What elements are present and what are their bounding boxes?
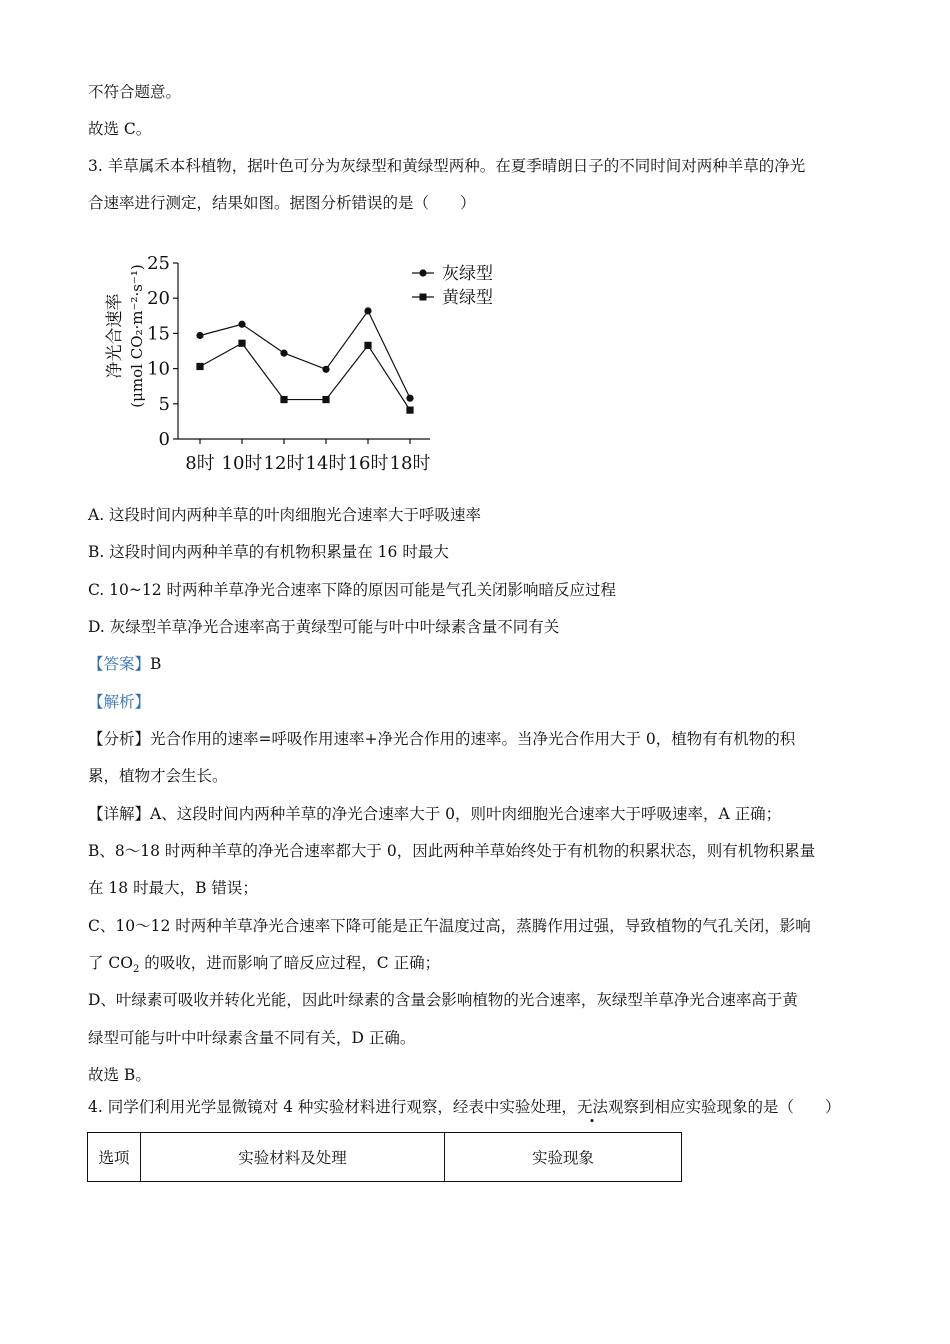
net-photosynthesis-chart [100,250,493,480]
data-point [322,396,329,403]
x-tick-label: 16时 [347,453,389,474]
data-point [196,332,203,339]
y-axis-label-main: 净光合速率 [105,293,125,379]
data-point [280,350,287,357]
data-point [364,307,371,314]
y-ticks [147,253,178,450]
q3-stem-line1: 3. 羊草属禾本科植物，据叶色可分为灰绿型和黄绿型两种。在夏季晴朗日子的不同时间对两种羊草的净光 [88,157,806,175]
detail-line7: 绿型可能与叶中叶绿素含量不同有关，D 正确。 [88,1029,416,1047]
detail-text5a: 了 CO [88,954,133,972]
detail-line4: C、10～12 时两种羊草净光合速率下降可能是正午温度过高，蒸腾作用过强，导致植物的气孔关闭，影响 [88,917,811,935]
legend-square-marker [420,294,427,301]
fenxi-line1 [88,729,795,749]
x-tick-label: 12时 [263,453,305,474]
q3-option-b: B. 这段时间内两种羊草的有机物积累量在 16 时最大 [88,543,449,561]
detail-line6: D、叶绿素可吸收并转化光能，因此叶绿素的含量会影响植物的光合速率，灰绿型羊草净光合速率高于黄 [88,991,798,1009]
legend-circle-marker [419,269,426,276]
detail-line3: 在 18 时最大，B 错误； [88,879,258,897]
header-phenomenon: 实验现象 [445,1133,682,1182]
answer-tag: 【答案】 [88,655,151,673]
data-point [406,395,413,402]
detail-text5b: 的吸收，进而影响了暗反应过程，C 正确； [139,954,441,972]
x-tick-label: 8时 [185,453,215,474]
series-line [200,343,410,410]
q4-stem-a: 4. 同学们利用光学显微镜对 4 种实验材料进行观察，经表中实验处理， [88,1098,577,1116]
data-point [364,342,371,349]
y-tick-label: 0 [158,429,170,450]
data-point [238,321,245,328]
legend [412,264,493,308]
q3-option-a: A. 这段时间内两种羊草的叶肉细胞光合速率大于呼吸速率 [88,506,482,524]
q4-table [87,1132,682,1182]
y-tick-label: 10 [147,358,170,380]
legend-item-gray-green [412,264,493,284]
detail-tag: 【详解】 [88,805,151,823]
legend-item-yellow-green [412,288,493,308]
legend-label-gray-green: 灰绿型 [442,264,493,284]
series-line [200,311,410,398]
y-tick-label: 15 [147,323,170,345]
co2-subscript: 2 [133,964,140,976]
answer-value: B [150,655,162,673]
q3-choice: 故选 B。 [88,1066,151,1084]
y-axis-label-unit: (μmol CO₂·m⁻²·s⁻¹) [128,264,146,408]
header-material: 实验材料及处理 [141,1133,445,1182]
fenxi-tag: 【分析】 [88,730,151,748]
q3-option-c: C. 10~12 时两种羊草净光合速率下降的原因可能是气孔关闭影响暗反应过程 [88,581,617,599]
prev-text: 不符合题意。 [88,83,182,101]
y-tick-label: 5 [158,393,170,415]
q4-stem-b: 观察到相应实验现象的是（ ） [607,1098,841,1116]
x-tick-label: 18时 [389,453,431,474]
series-layer [196,307,413,413]
fenxi-text1: 光合作用的速率=呼吸作用速率+净光合作用的速率。当净光合作用大于 0，植物有有机物的积 [150,730,796,748]
data-point [280,396,287,403]
data-point [322,366,329,373]
data-point [196,363,203,370]
table-header-row [88,1133,682,1182]
data-point [406,407,413,414]
legend-label-yellow-green: 黄绿型 [442,288,493,308]
x-tick-label: 14时 [305,453,347,474]
x-ticks [185,439,430,474]
answer-line [88,654,161,674]
y-tick-label: 25 [147,253,170,274]
header-option: 选项 [88,1133,141,1182]
detail-line5 [88,953,440,980]
prev-choice: 故选 C。 [88,120,152,138]
fenxi-line2: 累，植物才会生长。 [88,767,228,785]
q4-stem [88,1097,840,1117]
detail-line2: B、8～18 时两种羊草的净光合速率都大于 0，因此两种羊草始终处于有机物的积累状态，则有机物积累量 [88,842,816,860]
detail-line1 [88,804,781,824]
analysis-tag: 【解析】 [88,693,151,711]
y-tick-label: 20 [147,288,170,310]
analysis-heading [88,692,150,712]
detail-text1: A、这段时间内两种羊草的净光合速率大于 0，则叶肉细胞光合速率大于呼吸速率，A 正确； [150,805,782,823]
data-point [238,340,245,347]
q4-stem-emphasis: 无法 [576,1098,608,1116]
q3-option-d: D. 灰绿型羊草净光合速率高于黄绿型可能与叶中叶绿素含量不同有关 [88,618,560,636]
y-axis-label [105,264,146,407]
q3-stem-line2: 合速率进行测定，结果如图。据图分析错误的是（ ） [88,194,476,212]
x-tick-label: 10时 [221,453,263,474]
